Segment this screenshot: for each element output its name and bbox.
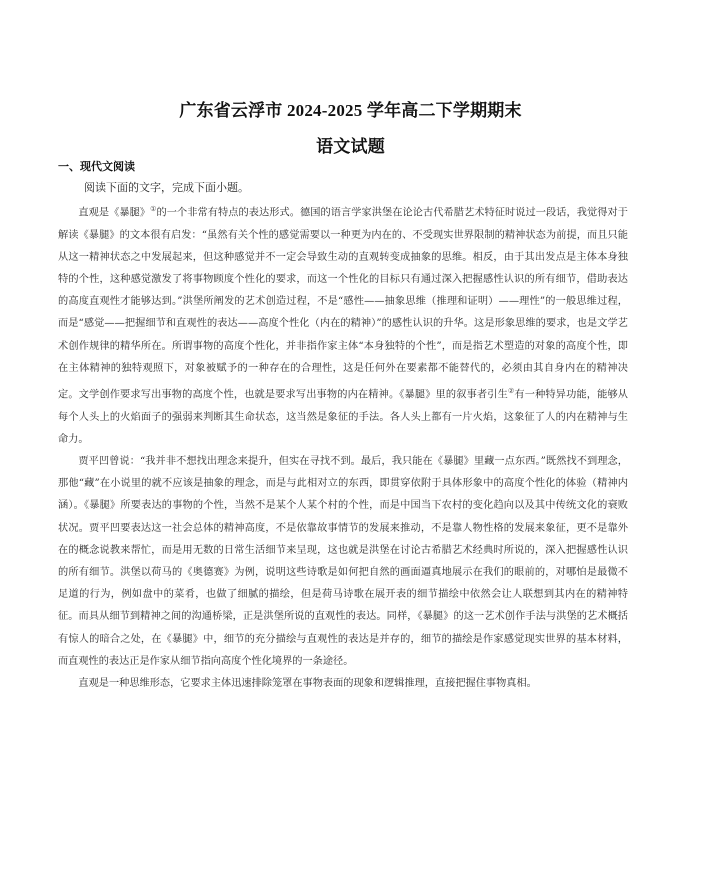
reading-instruction: 阅读下面的文字，完成下面小题。 [84, 181, 249, 194]
document-title: 广东省云浮市 2024-2025 学年高二下学期期末 [179, 101, 522, 120]
footnote-marker-1: ① [150, 205, 157, 213]
paragraph-1-part-a: 直观是《暴腿》 [78, 207, 151, 219]
passage-body [58, 198, 628, 695]
paragraph-2: 贾平凹曾说：“我并非不想找出理念来提升，但实在寻找不到。最后，我只能在《暴腿》里藏一点东西。”既然找不到理念，那他“藏”在小说里的就不应该是抽象的理念，而是与此相对立的东西，即贯穿依附于具体形象中的高度个性化的体验（精神内涵）。《暴腿》所要表达的事物的个性，当然不是某个人某个村的个性，而是中国当下农村的变化趋向以及其中传统文化的衰败状况。贾平凹要表达这一社会总体的精神高度，不是依靠故事情节的发展来推动，不是靠人物性格的发展来象征，更不是靠外在的概念说教来帮忙，而是用无数的日常生活细节来呈现，这也就是洪堡在讨论古希腊艺术经典时所说的，深入把握感性认识的所有细节。洪堡以荷马的《奥德赛》为例，说明这些诗歌是如何把自然的画面逼真地展示在我们的眼前的，对哪怕是最微不足道的行为，例如盘中的菜肴，也做了细腻的描绘，但是荷马诗歌在展开表的细节描绘中依然会让人联想到其内在的精神特征。而具从细节到精神之间的沟通桥梁，正是洪堡所说的直观性的表达。同样，《暴腿》的这一艺术创作手法与洪堡的艺术概括有惊人的暗合之处，在《暴腿》中，细节的充分描绘与直观性的表达是并存的，细节的描绘是作家感觉现实世界的基本材料，而直观性的表达正是作家从细节指向高度个性化境界的一条途径。 [58, 456, 628, 667]
paragraph-1-part-c: 有一种特异功能，能够从每个人头上的火焰面子的强弱来判断其生命状态，这当然是象征的手法。各人头上都有一片火焰，这象征了人的内在精神与生命力。 [58, 389, 628, 445]
paragraph-3: 直观是一种思维形态，它要求主体迅速排除笼罩在事物表面的现象和逻辑推理，直接把握住事物真相。 [78, 678, 537, 690]
section-heading: 一、现代文阅读 [58, 160, 135, 173]
paragraph-1-part-b: 的一个非常有特点的表达形式。德国的语言学家洪堡在论论古代希腊艺术特征时说过一段话，我觉得对于解读《暴腿》的文本很有启发：“虽然有关个性的感觉需要以一种更为内在的、不受现实世界限制的精神状态为前提，而且只能从这一精神状态之中发展起来，但这种感觉并不一定会导致生动的直观转变成抽象的思维。相反，由于其出发点是主体本身独特的个性，这种感觉激发了将事物顾度个性化的要求，而这一个性化的目标只有通过深入把握感性认识的所有细节，借助表达的高度直观性才能够达到。”洪堡所阐发的艺术创造过程，不是“感性——抽象思维（推理和证明）——理性”的一般思维过程，而是“感觉——把握细节和直观性的表达——高度个性化（内在的精神）”的感性认识的升华。这是形象思维的要求，也是文学艺术创作规律的精华所在。所谓事物的高度个性化，并非指作家主体“本身独特的个性”，而是指艺术塑造的对象的高度个性，即在主体精神的独特观照下，对象被赋予的一种存在的合理性，这是任何外在要素都不能替代的，必须由其自身内在的精神决定。文学创作要求写出事物的高度个性，也就是要求写出事物的内在精神。《暴腿》里的叙事者引生 [58, 207, 628, 401]
footnote-marker-2: ② [507, 387, 515, 396]
document-subtitle: 语文试题 [316, 137, 385, 156]
paragraph-1 [58, 198, 628, 451]
